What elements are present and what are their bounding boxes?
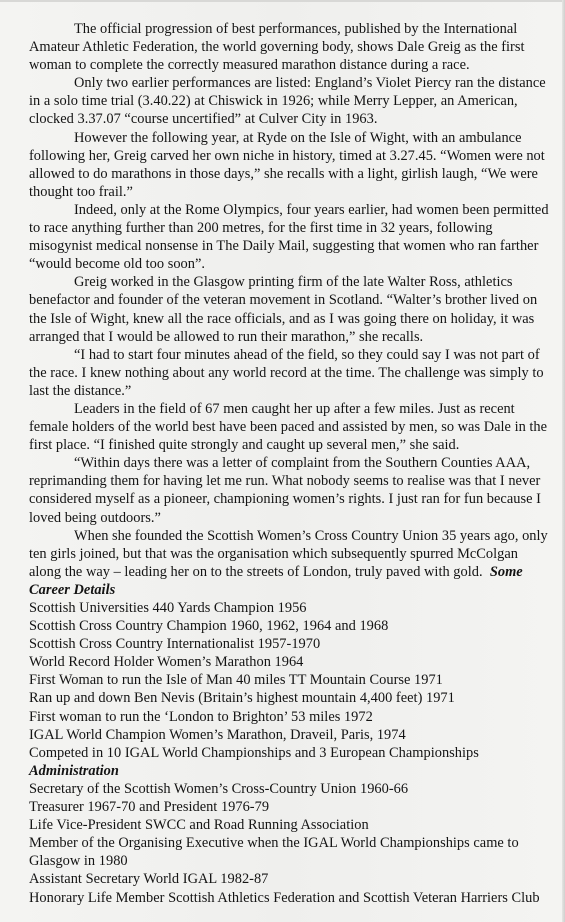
- career-item: Scottish Universities 440 Yards Champion 1956: [29, 600, 307, 616]
- administration-heading: Administration: [29, 762, 119, 779]
- paragraph-9: [29, 527, 551, 599]
- career-item: World Record Holder Women’s Marathon 1964: [29, 654, 304, 671]
- administration-item: Member of the Organising Executive when the IGAL World Championships came to Glasgow in 1980: [29, 835, 519, 870]
- administration-item: Life Vice-President SWCC and Road Running Association: [29, 817, 369, 834]
- paragraph-8: “Within days there was a letter of complaint from the Southern Counties AAA, reprimanding them for having let me run. What nobody seems to realise was that I never considered myself as a pioneer, championing women’s rights. I just ran for fun because I loved being outdoors.”: [29, 455, 541, 526]
- paragraph-3: However the following year, at Ryde on the Isle of Wight, with an ambulance following her, Greig carved her own niche in history, timed at 3.27.45. “Women were not allowed to do marathons in those days,” she recalls with a light, girlish laugh, “We were thought too frail.”: [29, 129, 545, 200]
- paragraph-5: Greig worked in the Glasgow printing firm of the late Walter Ross, athletics benefactor and founder of the veteran movement in Scotland. “Walter’s brother lived on the Isle of Wight, knew all the race officials, and as I was going there on holiday, it was arranged that I would be allowed to run their marathon,” she recalls.: [29, 274, 538, 345]
- administration-item: Secretary of the Scottish Women’s Cross-Country Union 1960-66: [29, 780, 409, 797]
- paragraph-1: The official progression of best performances, published by the International Amateur Athletic Federation, the world governing body, shows Dale Greig as the first woman to complete the correctly measured marathon distance during a race.: [29, 21, 525, 74]
- administration-item: Honorary Life Member Scottish Athletics Federation and Scottish Veteran Harriers Club: [29, 889, 540, 906]
- career-item: First woman to run the ‘London to Brighton’ 53 miles 1972: [29, 708, 373, 725]
- document-body: [29, 20, 551, 907]
- paragraph-2: Only two earlier performances are listed: England’s Violet Piercy ran the distance in a solo time trial (3.40.22) at Chiswick in 1926; while Merry Lepper, an American, clocked 3.37.07 “course uncertified” at Culver City in 1963.: [29, 75, 546, 128]
- paragraph-4: Indeed, only at the Rome Olympics, four years earlier, had women been permitted to race anything further than 200 metres, for the first time in 32 years, following misogynist medical nonsense in The Daily Mail, suggesting that women who ran farther “would become old too soon”.: [29, 201, 549, 273]
- career-item: IGAL World Champion Women’s Marathon, Draveil, Paris, 1974: [29, 726, 406, 743]
- paragraph-7: Leaders in the field of 67 men caught her up after a few miles. Just as recent female holders of the world best have been paced and assisted by men, so was Dale in the first place. “I finished quite strongly and caught up several men,” she said.: [29, 400, 548, 454]
- career-details-heading: Some Career Details: [29, 563, 523, 598]
- career-details-list: [29, 599, 551, 762]
- career-item: Ran up and down Ben Nevis (Britain’s highest mountain 4,400 feet) 1971: [29, 690, 455, 707]
- career-item: Competed in 10 IGAL World Championships and 3 European Championships: [29, 744, 479, 761]
- career-item: First Woman to run the Isle of Man 40 miles TT Mountain Course 1971: [29, 672, 443, 689]
- administration-item: Treasurer 1967-70 and President 1976-79: [29, 799, 270, 816]
- career-item: Scottish Cross Country Champion 1960, 1962, 1964 and 1968: [29, 618, 389, 635]
- paragraph-9-text: When she founded the Scottish Women’s Cross Country Union 35 years ago, only ten girls joined, but that was the organisation which subsequently spurred McColgan along the way – leading her on to the streets of London, truly paved with gold.: [29, 527, 548, 580]
- administration-item: Assistant Secretary World IGAL 1982-87: [29, 871, 269, 888]
- page-top-edge: [0, 0, 565, 2]
- administration-list: [29, 780, 551, 907]
- career-item: Scottish Cross Country Internationalist 1957-1970: [29, 636, 321, 653]
- paragraph-6: “I had to start four minutes ahead of the field, so they could say I was not part of the race. I knew nothing about any world record at the time. The challenge was simply to last the distance.”: [29, 346, 544, 399]
